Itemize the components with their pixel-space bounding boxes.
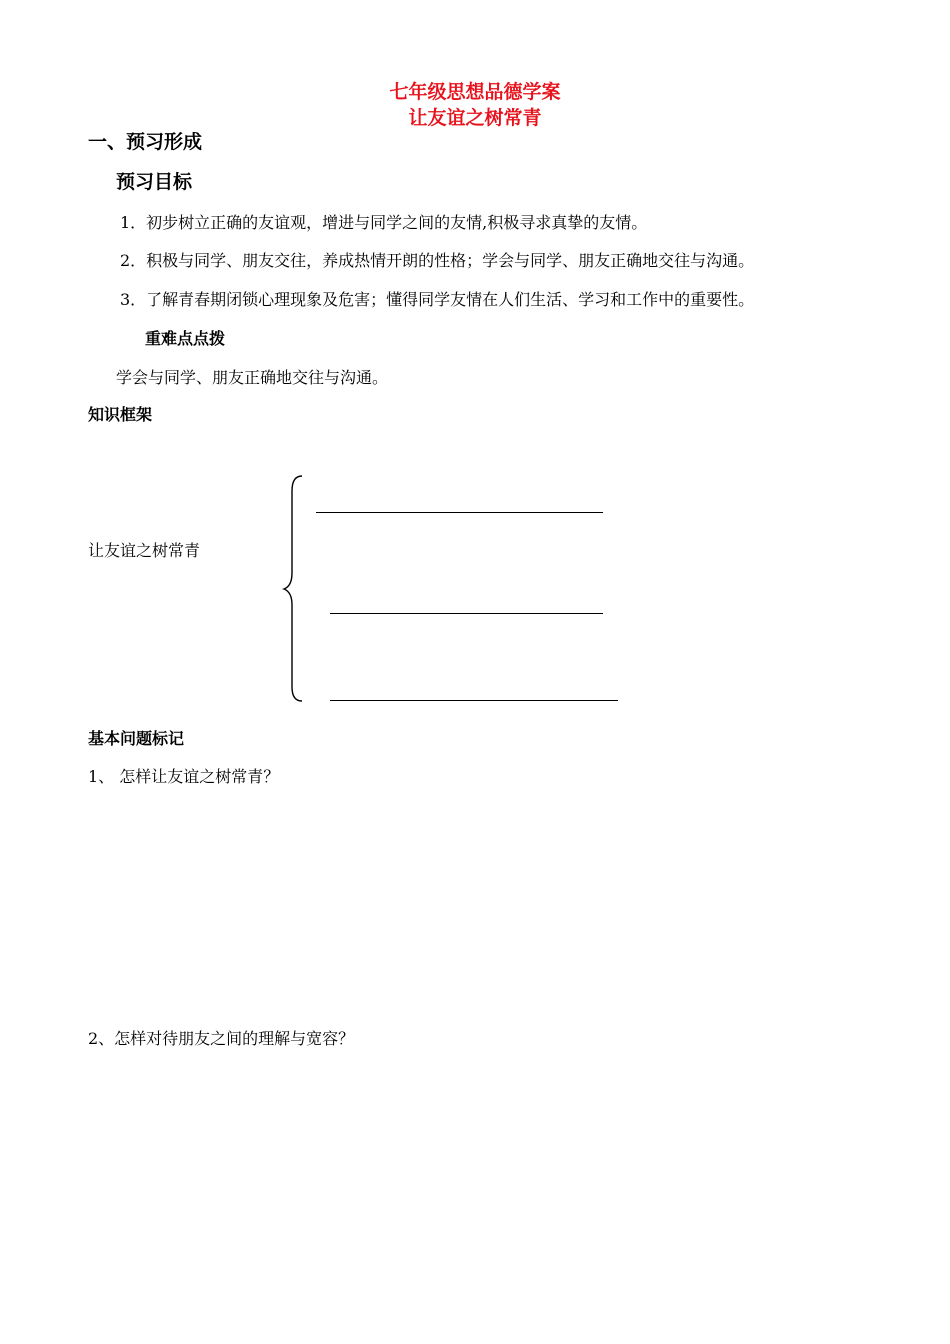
framework-root-label: 让友谊之树常青 [88,541,201,560]
goal-item-1: 1．初步树立正确的友谊观，增进与同学之间的友情,积极寻求真挚的友情。 [120,213,648,232]
framework-blank-line-1 [316,512,603,513]
framework-blank-line-3 [330,700,618,701]
document-title: 七年级思想品德学案 [389,81,561,103]
question-item-2: 2、怎样对待朋友之间的理解与宽容？ [88,1029,355,1048]
goal-item-2: 2．积极与同学、朋友交往，养成热情开朗的性格；学会与同学、朋友正确地交往与沟通。 [120,251,755,270]
section-heading-preview: 一、预习形成 [88,131,203,153]
key-points-heading: 重难点点拨 [145,329,226,348]
document-subtitle: 让友谊之树常青 [408,107,542,129]
framework-blank-line-2 [330,613,603,614]
question-item-1: 1、 怎样让友谊之树常青？ [88,767,280,786]
goals-heading: 预习目标 [116,171,193,193]
curly-brace-icon [282,473,312,705]
key-points-text: 学会与同学、朋友正确地交往与沟通。 [116,368,389,387]
framework-heading: 知识框架 [88,405,153,424]
questions-heading: 基本问题标记 [88,729,185,748]
goal-item-3: 3．了解青春期闭锁心理现象及危害；懂得同学友情在人们生活、学习和工作中的重要性。 [120,290,755,309]
